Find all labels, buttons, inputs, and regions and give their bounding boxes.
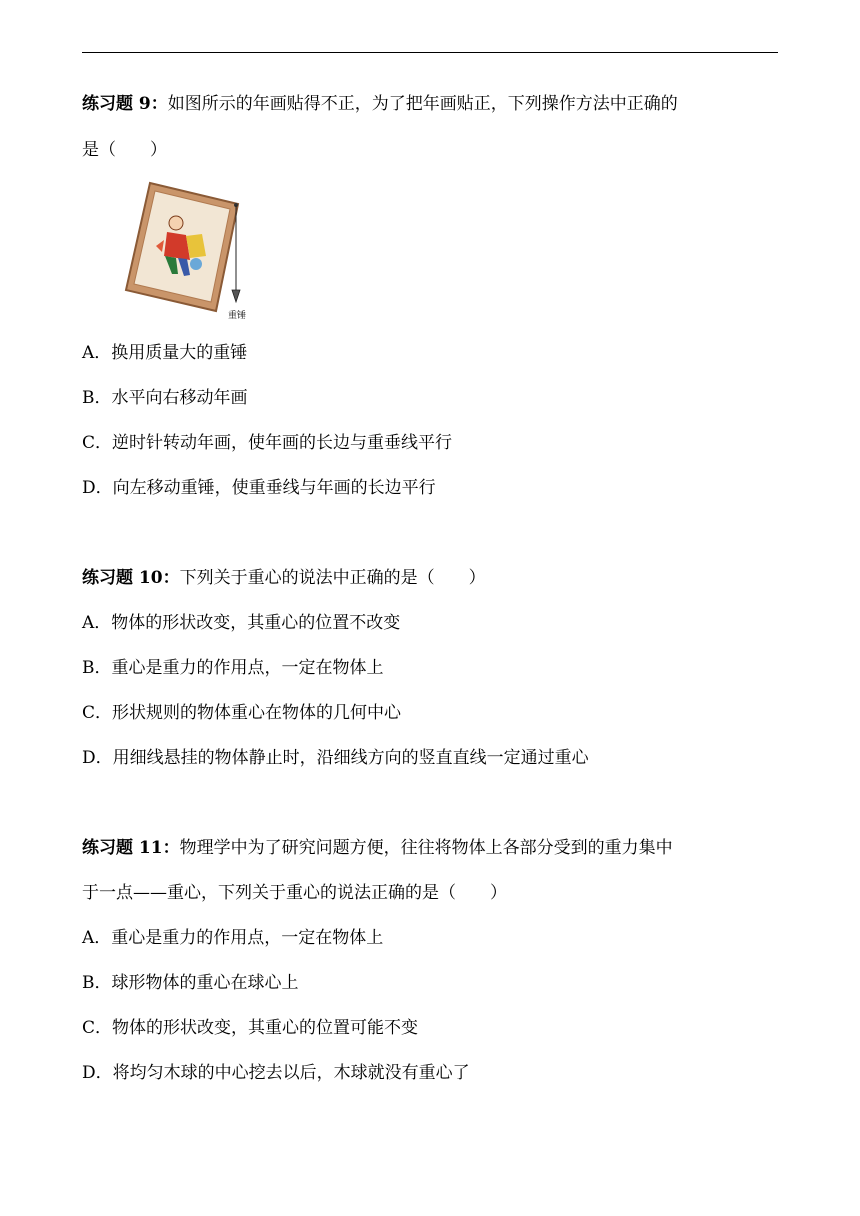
question-9-option-d[interactable]: D．向左移动重锤，使重垂线与年画的长边平行 xyxy=(82,478,436,498)
question-11 xyxy=(82,837,782,859)
question-9-option-a[interactable]: A．换用质量大的重锤 xyxy=(82,343,248,363)
plumb-bob-icon xyxy=(232,290,240,302)
question-10-option-d[interactable]: D．用细线悬挂的物体静止时，沿细线方向的竖直直线一定通过重心 xyxy=(82,748,589,768)
question-10 xyxy=(82,567,782,589)
question-11-stem-line2-wrap xyxy=(82,882,782,904)
question-9 xyxy=(82,93,782,115)
question-11-option-d[interactable]: D．将均匀木球的中心挖去以后，木球就没有重心了 xyxy=(82,1063,470,1083)
question-9-option-b[interactable]: B．水平向右移动年画 xyxy=(82,388,248,408)
question-9-stem-line2: 是（ ） xyxy=(82,140,167,160)
tilted-painting-with-plumb-line xyxy=(120,178,260,324)
question-10-option-a[interactable]: A．物体的形状改变，其重心的位置不改变 xyxy=(82,613,401,633)
question-11-option-c[interactable]: C．物体的形状改变，其重心的位置可能不变 xyxy=(82,1018,419,1038)
new-year-painting-figure xyxy=(120,178,260,324)
question-9-stem-line2-wrap xyxy=(82,139,782,161)
plumb-bob-caption: 重锤 xyxy=(228,311,247,321)
question-11-option-b[interactable]: B．球形物体的重心在球心上 xyxy=(82,973,299,993)
question-11-option-a[interactable]: A．重心是重力的作用点，一定在物体上 xyxy=(82,928,384,948)
question-10-option-b[interactable]: B．重心是重力的作用点，一定在物体上 xyxy=(82,658,384,678)
question-11-label: 练习题 11： xyxy=(82,838,180,858)
question-9-label: 练习题 9： xyxy=(82,94,168,114)
question-9-option-c[interactable]: C．逆时针转动年画，使年画的长边与重垂线平行 xyxy=(82,433,453,453)
header-rule xyxy=(82,52,778,53)
question-11-stem-line2: 于一点——重心，下列关于重心的说法正确的是（ ） xyxy=(82,883,507,903)
question-9-stem-line1: 练习题 9：如图所示的年画贴得不正，为了把年画贴正，下列操作方法中正确的 xyxy=(82,94,678,114)
painting-ornament xyxy=(190,258,202,270)
painting-child-head xyxy=(169,216,183,230)
question-10-label: 练习题 10： xyxy=(82,568,180,588)
question-10-stem-line1: 练习题 10：下列关于重心的说法中正确的是（ ） xyxy=(82,568,486,588)
question-11-stem-line1: 练习题 11：物理学中为了研究问题方便，往往将物体上各部分受到的重力集中 xyxy=(82,838,673,858)
question-10-option-c[interactable]: C．形状规则的物体重心在物体的几何中心 xyxy=(82,703,402,723)
